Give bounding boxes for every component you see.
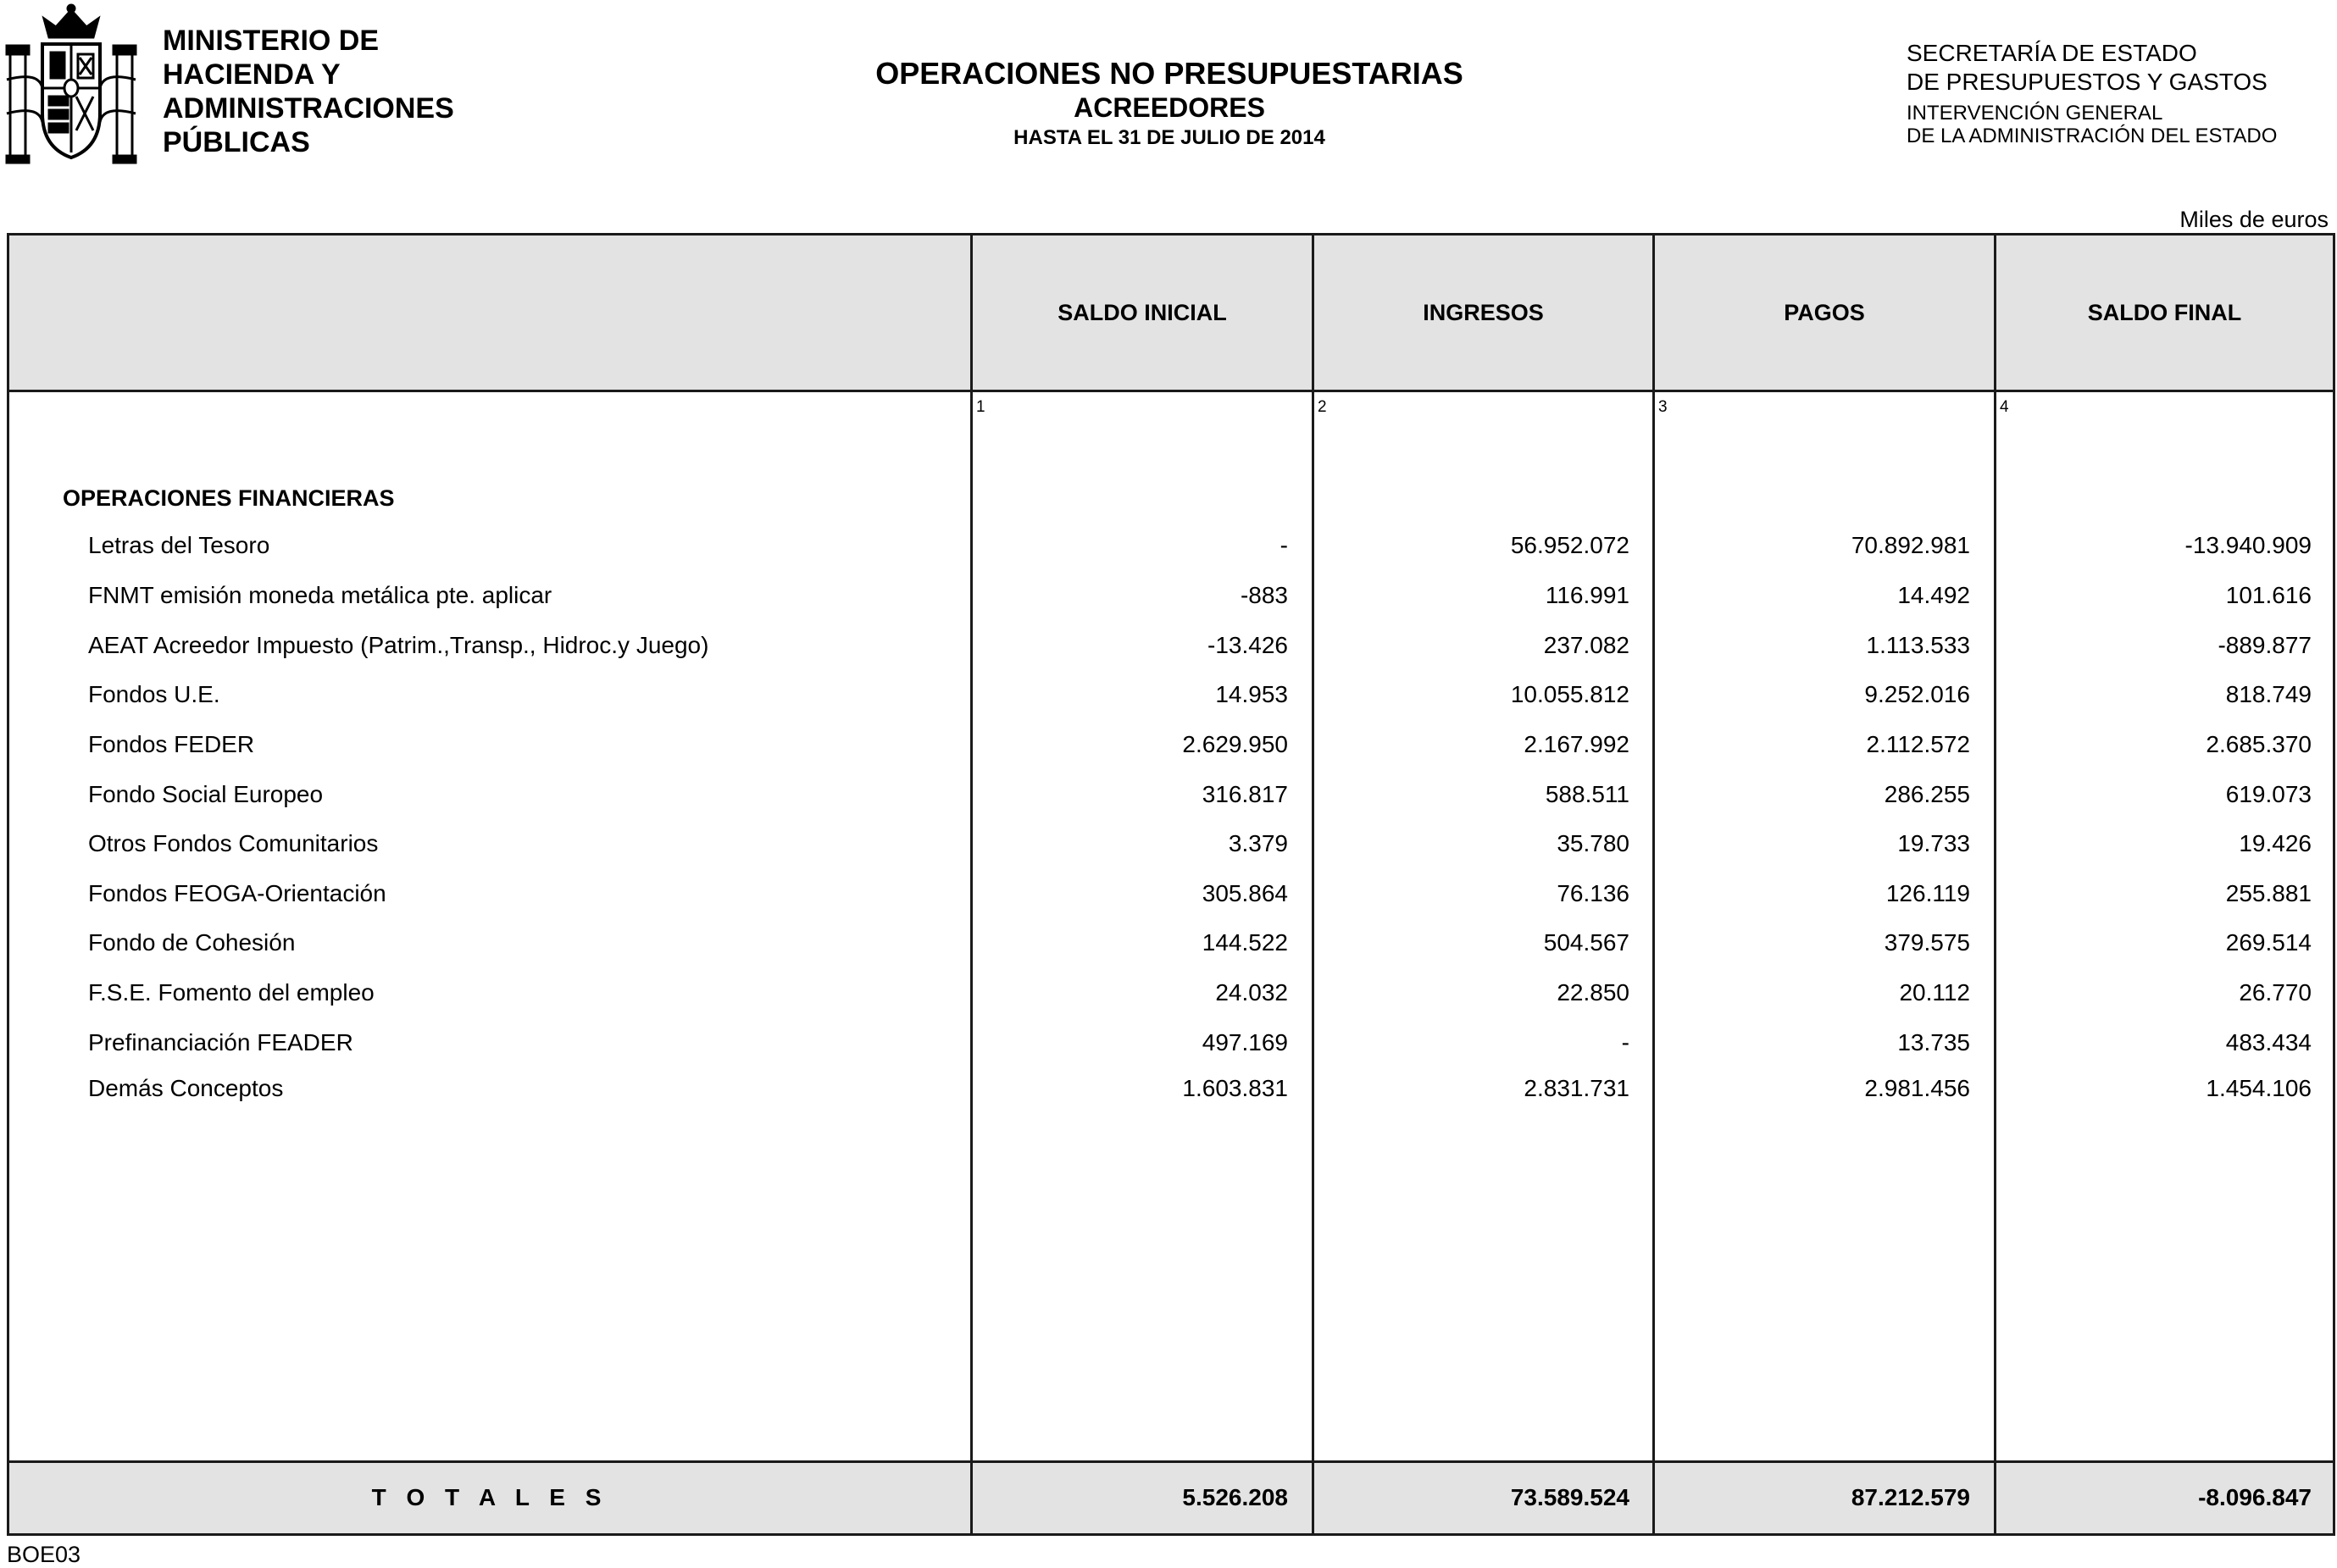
table-row: [0, 926, 2337, 960]
cell-saldo-inicial: 2.629.950: [1182, 731, 1288, 757]
table-row: [0, 529, 2337, 562]
table-row: [0, 678, 2337, 712]
cell-pagos: 2.112.572: [1866, 731, 1970, 757]
cell-saldo-final: 1.454.106: [2206, 1075, 2312, 1101]
cell-ingresos: 504.567: [1543, 929, 1629, 956]
column-header-ingresos: INGRESOS: [1423, 300, 1544, 325]
cell-ingresos: 10.055.812: [1510, 681, 1629, 707]
row-label: Fondos FEDER: [88, 731, 255, 757]
cell-ingresos: -: [1621, 1029, 1629, 1055]
column-header-saldo-final: SALDO FINAL: [2087, 300, 2242, 325]
column-number: 2: [1318, 398, 1327, 416]
total-ingresos: 73.589.524: [1510, 1484, 1629, 1510]
cell-ingresos: 76.136: [1557, 880, 1629, 906]
document-code: BOE03: [7, 1542, 81, 1567]
cell-saldo-inicial: 497.169: [1202, 1029, 1288, 1055]
cell-saldo-inicial: -13.426: [1207, 632, 1288, 658]
column-number: 1: [976, 398, 985, 416]
row-label: Fondos U.E.: [88, 681, 220, 707]
cell-pagos: 286.255: [1884, 781, 1970, 807]
cell-ingresos: 56.952.072: [1510, 532, 1629, 558]
row-label: Prefinanciación FEADER: [88, 1029, 353, 1055]
cell-saldo-final: 2.685.370: [2206, 731, 2312, 757]
table-row: [0, 827, 2337, 861]
row-label: Fondos FEOGA-Orientación: [88, 880, 386, 906]
row-label: Demás Conceptos: [88, 1075, 284, 1101]
cell-saldo-inicial: 144.522: [1202, 929, 1288, 956]
cell-saldo-inicial: 14.953: [1215, 681, 1288, 707]
coat-of-arms-logo: [5, 3, 137, 166]
cell-ingresos: 22.850: [1557, 979, 1629, 1006]
cell-ingresos: 116.991: [1545, 582, 1629, 608]
cell-saldo-inicial: 305.864: [1202, 880, 1288, 906]
ministry-line: MINISTERIO DE: [163, 25, 380, 57]
cell-saldo-final: 619.073: [2225, 781, 2312, 807]
report-subtitle: ACREEDORES: [1074, 92, 1265, 123]
cell-ingresos: 237.082: [1543, 632, 1629, 658]
report-title-block: [763, 56, 1576, 152]
cell-pagos: 379.575: [1884, 929, 1970, 956]
cell-saldo-inicial: 3.379: [1228, 830, 1288, 856]
ministry-line: ADMINISTRACIONES: [163, 92, 454, 125]
cell-ingresos: 2.167.992: [1524, 731, 1629, 757]
ministry-name: [163, 24, 454, 159]
total-pagos: 87.212.579: [1851, 1484, 1970, 1510]
total-saldo-inicial: 5.526.208: [1182, 1484, 1288, 1510]
row-label: F.S.E. Fomento del empleo: [88, 979, 375, 1006]
row-label: AEAT Acreedor Impuesto (Patrim.,Transp., Hidroc.y Juego): [88, 632, 709, 658]
secretaria-line: DE PRESUPUESTOS Y GASTOS: [1907, 69, 2268, 95]
units-label: Miles de euros: [2179, 207, 2329, 232]
cell-ingresos: 588.511: [1545, 781, 1629, 807]
column-number: 3: [1658, 398, 1668, 416]
cell-saldo-inicial: -883: [1240, 582, 1288, 608]
cell-pagos: 70.892.981: [1851, 532, 1970, 558]
table-row: [0, 579, 2337, 612]
issuing-office: [1907, 39, 2277, 147]
cell-saldo-final: 483.434: [2225, 1029, 2312, 1055]
cell-pagos: 20.112: [1899, 979, 1970, 1006]
row-label: FNMT emisión moneda metálica pte. aplicar: [88, 582, 552, 608]
cell-saldo-final: 26.770: [2239, 979, 2312, 1006]
cell-saldo-inicial: 24.032: [1215, 979, 1288, 1006]
cell-saldo-final: -889.877: [2218, 632, 2312, 658]
table-row: [0, 778, 2337, 812]
report-period: HASTA EL 31 DE JULIO DE 2014: [1013, 126, 1325, 149]
row-label: Fondo Social Europeo: [88, 781, 324, 807]
column-header-saldo-inicial: SALDO INICIAL: [1057, 300, 1227, 325]
cell-saldo-final: 101.616: [2225, 582, 2312, 608]
table-row: [0, 728, 2337, 762]
cell-saldo-final: 818.749: [2225, 681, 2312, 707]
cell-ingresos: 35.780: [1557, 830, 1629, 856]
cell-pagos: 126.119: [1885, 880, 1970, 906]
row-label: Fondo de Cohesión: [88, 929, 296, 956]
ministry-line: HACIENDA Y: [163, 58, 341, 91]
totals-label: T O T A L E S: [371, 1484, 608, 1510]
cell-saldo-final: 269.514: [2225, 929, 2312, 956]
cell-pagos: 14.492: [1897, 582, 1970, 608]
ministry-line: PÚBLICAS: [163, 126, 310, 158]
table-row: [0, 976, 2337, 1010]
total-saldo-final: -8.096.847: [2198, 1484, 2312, 1510]
column-number: 4: [2000, 398, 2009, 416]
cell-saldo-final: 19.426: [2239, 830, 2312, 856]
cell-saldo-inicial: 1.603.831: [1182, 1075, 1288, 1101]
table-row: [0, 877, 2337, 911]
intervencion-line: DE LA ADMINISTRACIÓN DEL ESTADO: [1907, 125, 2278, 147]
row-label: Letras del Tesoro: [88, 532, 270, 558]
column-header-pagos: PAGOS: [1784, 300, 1865, 325]
cell-saldo-inicial: -: [1280, 532, 1288, 558]
cell-saldo-final: -13.940.909: [2184, 532, 2312, 558]
table-row: [0, 629, 2337, 662]
section-title: OPERACIONES FINANCIERAS: [63, 485, 395, 511]
cell-saldo-final: 255.881: [2225, 880, 2312, 906]
cell-saldo-inicial: 316.817: [1202, 781, 1288, 807]
row-label: Otros Fondos Comunitarios: [88, 830, 379, 856]
totals-divider: [9, 1460, 2333, 1463]
cell-pagos: 1.113.533: [1866, 632, 1970, 658]
cell-pagos: 13.735: [1897, 1029, 1970, 1055]
cell-pagos: 2.981.456: [1864, 1075, 1970, 1101]
table-row: [0, 1072, 2337, 1105]
totals-row: [0, 1481, 2337, 1515]
table-row: [0, 1026, 2337, 1060]
cell-ingresos: 2.831.731: [1524, 1075, 1629, 1101]
report-title: OPERACIONES NO PRESUPUESTARIAS: [875, 56, 1463, 91]
secretaria-line: SECRETARÍA DE ESTADO: [1907, 40, 2197, 66]
intervencion-line: INTERVENCIÓN GENERAL: [1907, 102, 2163, 125]
cell-pagos: 19.733: [1897, 830, 1970, 856]
cell-pagos: 9.252.016: [1864, 681, 1970, 707]
